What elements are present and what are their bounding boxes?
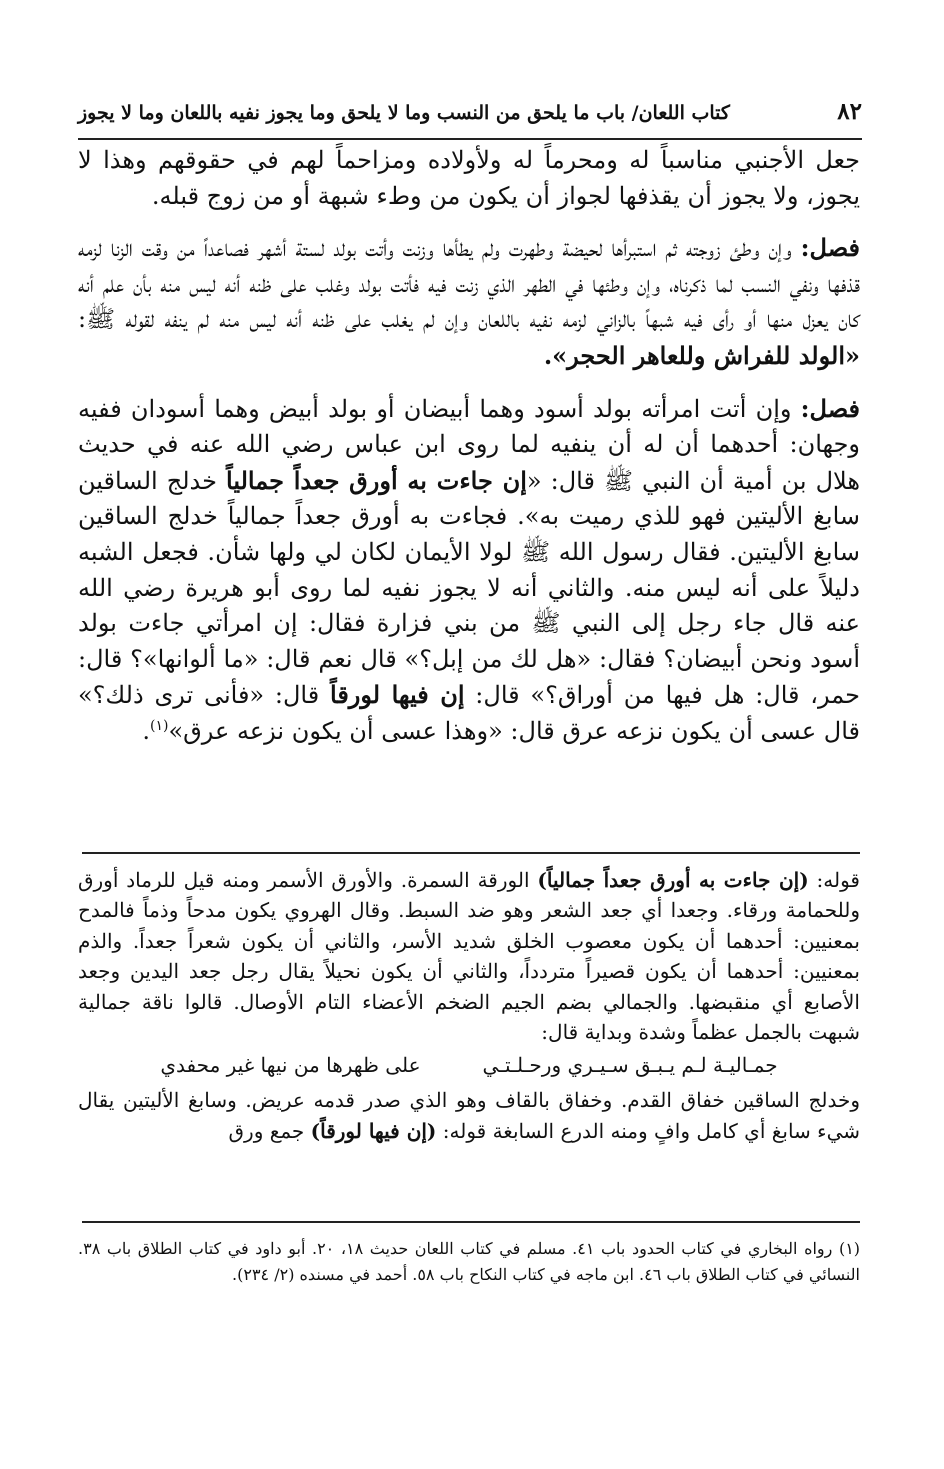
commentary-text-3: جمع ورق xyxy=(228,1118,311,1143)
section-paragraph-2 xyxy=(78,391,860,750)
section-heading-1: فصل: xyxy=(800,233,860,263)
poetry-verse xyxy=(78,1049,860,1081)
verse-first-hemistich: جمـاليـة لـم يـبـق سـيـري ورحـلـتـي xyxy=(482,1053,778,1078)
commentary-divider xyxy=(82,852,860,854)
intro-paragraph: جعل الأجنبي مناسباً له ومحرماً له ولأولاده ومزاحماً لهم في حقوقهم وهذا لا يجوز، ولا يجوز أن يقذفها لجواز أن يكون من وطء شبهة أو من زوج قبله. xyxy=(78,146,860,210)
hadith-bold-phrase-2: إن فيها لورقاً xyxy=(330,680,465,710)
commentary-lead: قوله: xyxy=(808,868,860,892)
main-text xyxy=(78,143,860,750)
commentary-term-2: (إن فيها لورقاً) xyxy=(310,1118,437,1143)
section-text-2c: قال: «فأنى ترى ذلك؟» قال عسى أن يكون نزعه عرق قال: «وهذا عسى أن يكون نزعه عرق» xyxy=(78,681,860,745)
page-number: ٨٢ xyxy=(837,98,862,125)
commentary-paragraph-1 xyxy=(78,865,860,1047)
footnote-divider xyxy=(82,1221,860,1223)
page-header xyxy=(78,94,862,140)
section-heading-2: فصل: xyxy=(800,393,860,423)
running-title: كتاب اللعان/ باب ما يلحق من النسب وما لا يلحق وما يجوز نفيه باللعان وما لا يجوز xyxy=(78,102,730,124)
section-text-2b: خدلج الساقين سابغ الأليتين فهو للذي رميت به». فجاءت به أورق جعداً جمالياً خدلج الساقين سابغ الأليتين. فقال رسول الله ﷺ لولا الأيمان لكان لي ولها شأن. فجعل الشبه دليلاً على أنه ليس منه. والثاني أنه لا يجوز نفيه لما روى أبو هريرة رضي الله عنه قال جاء رجل إلى النبي ﷺ من بني فزارة فقال: إن امرأتي جاءت بولد أسود ونحن أبيضان؟ فقال: «هل لك من إبل؟» قال نعم قال: «ما ألوانها»؟ قال: حمر، قال: هل فيها من أوراق؟» قال: xyxy=(78,466,860,710)
hadith-bold-phrase-1: إن جاءت به أورق جعداً جمالياً xyxy=(226,465,527,495)
section-end-2: . xyxy=(142,716,151,745)
section-text-2a: وإن أتت امرأته بولد أسود وهما أبيضان أو بولد أبيض وهما أسودان ففيه وجهان: أحدهما أن له أن ينفيه لما روى ابن عباس رضي الله عنه في حديث هلال بن أمية أن النبي ﷺ قال: « xyxy=(78,394,861,495)
commentary-paragraph-2 xyxy=(78,1085,860,1146)
verse-second-hemistich: على ظهرها من نيها غير محفدي xyxy=(160,1053,421,1078)
commentary-text-1: الورقة السمرة. والأورق الأسمر ومنه قيل للرماد أورق وللحمامة ورقاء. وجعدا أي جعد الشعر وهو ضد السبط. وقال الهروي يكون مدحاً وذماً فالمدح بمعنيين: أحدهما أن يكون معصوب الخلق شديد الأسر، والثاني أن يكون شعراً جعداً. والذم بمعنيين: أحدهما أن يكون قصيراً متردداً، والثاني أن يكون نحيلاً يقال رجل جعد اليدين وجعد الأصابع أي منقبضها. والجمالي بضم الجيم الضخم الأعضاء التام الأوصال. قالوا ناقة جمالية شبهت بالجمل عظماً وشدة وبداية قال: xyxy=(78,868,860,1045)
commentary-term-1: (إن جاءت به أورق جعداً جمالياً) xyxy=(537,868,809,892)
hadith-quote-1: «الولد للفراش وللعاهر الحجر». xyxy=(543,340,860,370)
section-paragraph-1 xyxy=(78,230,860,374)
footnote-marker: (١) xyxy=(838,1239,861,1258)
footnote-1 xyxy=(78,1236,860,1288)
section-text-1: وإن وطئ زوجته ثم استبرأها لحيضة وطهرت ولم يطأها وزنت وأتت بولد لستة أشهر فصاعداً من وقت الزنا لزمه قذفها ونفي النسب لما ذكرناه، وإن وطئها في الطهر الذي زنت فيه فأتت بولد وغلب على ظنه أنه ليس منه بأن علم أنه كان يعزل منها أو رأى فيه شبهاً بالزاني لزمه نفيه باللعان وإن لم يغلب على ظنه أنه ليس منه لم ينفه لقوله ﷺ: xyxy=(78,234,860,334)
commentary-text-2: وخدلج الساقين خفاق القدم. وخفاق بالقاف وهو الذي صدر قدمه عريض. وسابغ الأليتين يقال شيء سابغ أي كامل وافٍ ومنه الدرع السابغة قوله: xyxy=(78,1088,860,1143)
footnote-reference: (١) xyxy=(150,717,169,734)
commentary-notes xyxy=(78,865,860,1146)
footnotes xyxy=(78,1236,860,1288)
footnote-text: رواه البخاري في كتاب الحدود باب ٤١. مسلم في كتاب اللعان حديث ١٨، ٢٠. أبو داود في كتاب الطلاق باب ٣٨. النسائي في كتاب الطلاق باب ٤٦. ابن ماجه في كتاب النكاح باب ٥٨. أحمد في مسنده (٢/ ٢٣٤). xyxy=(78,1239,860,1284)
